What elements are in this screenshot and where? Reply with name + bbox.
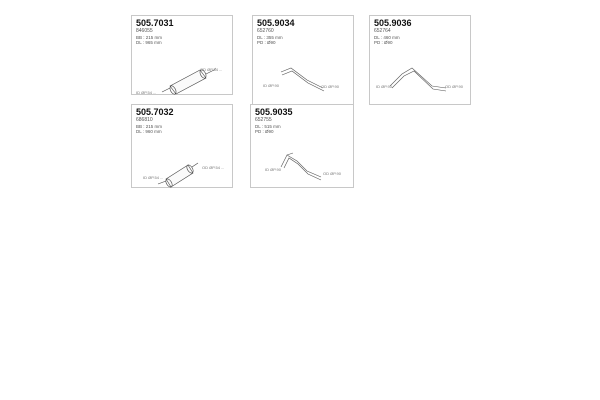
part-code: 505.9036 xyxy=(374,18,412,28)
part-reference: 846055 xyxy=(136,28,153,34)
part-card-505-9035[interactable] xyxy=(250,104,354,188)
inlet-label: ID ØP.90 xyxy=(265,167,281,172)
part-spec: PD : Ø90 xyxy=(374,40,393,45)
part-code: 505.7032 xyxy=(136,107,174,117)
part-spec: PD : Ø90 xyxy=(257,40,276,45)
part-spec: BB : 215 mm xyxy=(136,124,163,129)
part-reference: 652764 xyxy=(374,28,391,34)
part-code: 505.7031 xyxy=(136,18,174,28)
inlet-label: ID ØP.90 xyxy=(376,84,392,89)
pipe-drawing xyxy=(253,16,355,106)
outlet-label: OD ØP.90 xyxy=(323,171,341,176)
part-code: 505.9035 xyxy=(255,107,293,117)
part-card-505-9034[interactable] xyxy=(252,15,354,105)
part-spec: DL : 960 mm xyxy=(136,129,162,134)
muffler-drawing xyxy=(132,16,234,96)
part-card-505-7032[interactable] xyxy=(131,104,233,188)
outlet-label: OD ØP.54 ... xyxy=(202,165,225,170)
pipe-drawing xyxy=(370,16,472,106)
outlet-label: OD ØP.90 xyxy=(321,84,339,89)
part-code: 505.9034 xyxy=(257,18,295,28)
part-reference: 652760 xyxy=(257,28,274,34)
inlet-label: ID ØP.90 xyxy=(263,83,279,88)
inlet-label: ID ØP.54 ... xyxy=(143,175,164,180)
part-spec: DL : 965 mm xyxy=(136,40,162,45)
part-spec: DL : 355 mm xyxy=(257,35,283,40)
part-reference: 686810 xyxy=(136,117,153,123)
outlet-label: OD ØP.54 ... xyxy=(200,67,223,72)
part-spec: DL : 515 mm xyxy=(255,124,281,129)
part-card-505-9036[interactable] xyxy=(369,15,471,105)
pipe-drawing xyxy=(251,105,355,189)
part-reference: 652755 xyxy=(255,117,272,123)
inlet-label: ID ØP.54 ... xyxy=(136,90,157,95)
part-card-505-7031[interactable] xyxy=(131,15,233,95)
part-spec: PD : Ø90 xyxy=(255,129,274,134)
part-spec: BB : 215 mm xyxy=(136,35,163,40)
muffler-drawing xyxy=(132,105,234,189)
outlet-label: OD ØP.90 xyxy=(445,84,463,89)
part-spec: DL : 460 mm xyxy=(374,35,400,40)
